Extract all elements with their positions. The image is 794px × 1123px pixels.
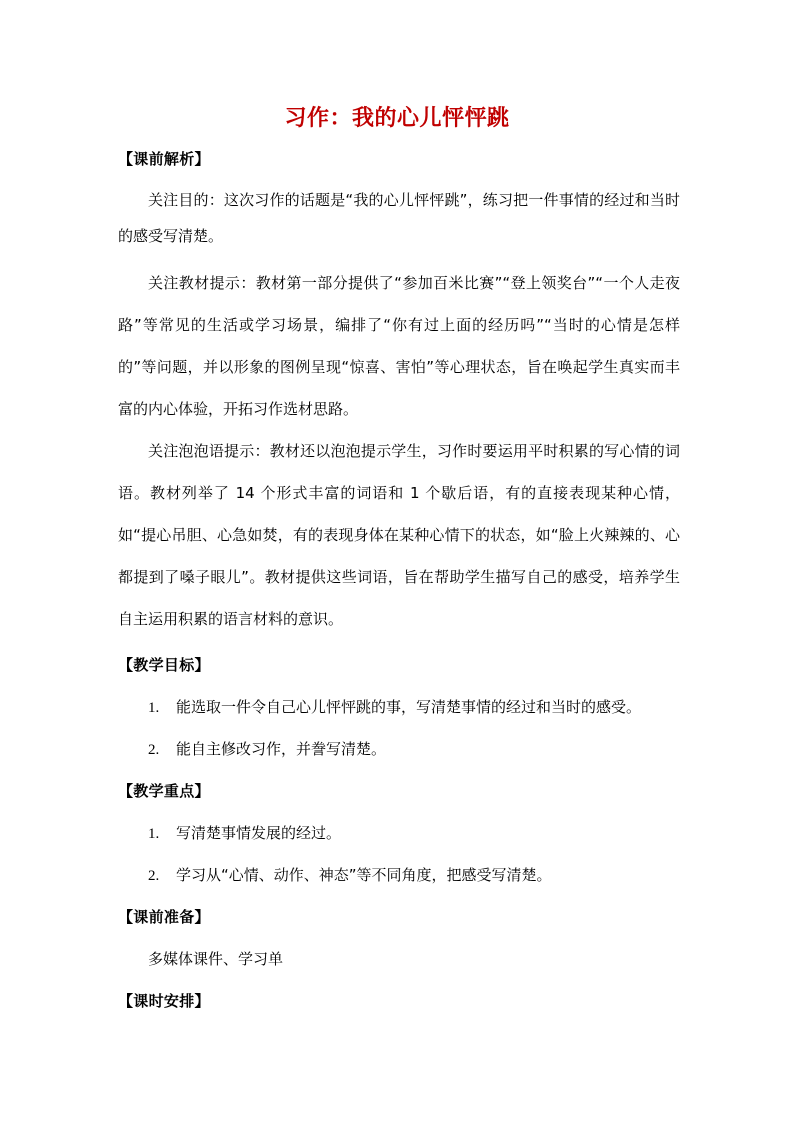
goal-item-number: 2. [148, 742, 160, 758]
goal-item-number: 1. [148, 700, 160, 716]
goals-heading-text: 【教学目标】 [118, 656, 210, 674]
focus-item-number: 2. [148, 868, 160, 884]
focus-item-number: 1. [148, 826, 160, 842]
section-heading-schedule: 【课时安排】 [118, 992, 210, 1010]
focus-item-text: 学习从“心情、动作、神态”等不同角度，把感受写清楚。 [176, 866, 552, 884]
prep-text: 多媒体课件、学习单 [148, 950, 284, 968]
analysis-paragraph-purpose: 关注目的：这次习作的话题是“我的心儿怦怦跳”，练习把一件事情的经过和当时的感受写清楚。 [118, 191, 680, 245]
section-heading-goals [118, 654, 210, 675]
focus-item [148, 864, 552, 885]
goal-item-text: 能自主修改习作，并誊写清楚。 [176, 740, 387, 758]
focus-item-text: 写清楚事情发展的经过。 [176, 824, 342, 842]
section-heading-analysis: 【课前解析】 [118, 150, 210, 168]
focus-item [148, 822, 341, 843]
goal-item [148, 696, 641, 717]
analysis-paragraph-textbook: 关注教材提示：教材第一部分提供了“参加百米比赛”“登上领奖台”“一个人走夜路”等常见的生活或学习场景，编排了“你有过上面的经历吗”“当时的心情是怎样的”等问题，并以形象的图例呈现“惊喜、害怕”等心理状态，旨在唤起学生真实而丰富的内心体验，开拓习作选材思路。 [118, 274, 680, 418]
goal-item-text: 能选取一件令自己心儿怦怦跳的事，写清楚事情的经过和当时的感受。 [176, 698, 642, 716]
analysis-paragraph-bubble: 关注泡泡语提示：教材还以泡泡提示学生，习作时要运用平时积累的写心情的词语。教材列举了 14 个形式丰富的词语和 1 个歇后语，有的直接表现某种心情，如“提心吊胆、心急如焚，有的表现身体在某种心情下的状态，如“脸上火辣辣的、心都提到了嗓子眼儿”。教材提供这些词语，旨在帮助学生描写自己的感受，培养学生自主运用积累的语言材料的意识。 [118, 442, 680, 628]
goal-item [148, 738, 386, 759]
document-title: 习作：我的心儿怦怦跳 [284, 105, 510, 131]
section-heading-focus: 【教学重点】 [118, 782, 210, 800]
section-heading-prep: 【课前准备】 [118, 908, 210, 926]
